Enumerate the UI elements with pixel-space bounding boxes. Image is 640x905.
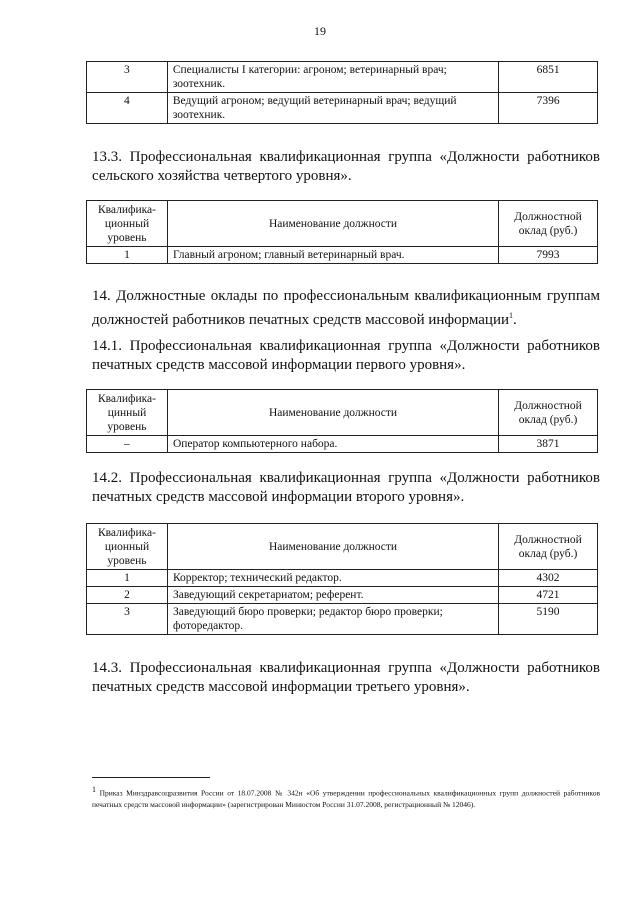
level-cell: 3 — [87, 62, 168, 93]
footnote — [92, 784, 600, 810]
table-row — [87, 247, 598, 264]
section-14-text: 14. Должностные оклады по профессиональным квалификационным группам должностей работников печатных средств массовой информации — [92, 288, 600, 328]
table-13-3 — [86, 200, 598, 264]
position-cell: Корректор; технический редактор. — [167, 570, 498, 587]
level-cell: 4 — [87, 93, 168, 124]
footnote-text: Приказ Минздравсоцразвития России от 18.07.2008 № 342н «Об утверждении профессиональных квалификационных групп должностей работников печатных средств массовой информации» (зарегистрирован Минюстом России 31.07.2008, регистрационный № 12046). — [92, 788, 600, 809]
section-14-1-heading: 14.1. Профессиональная квалификационная группа «Должности работников печатных средств массовой информации первого уровня». — [92, 338, 600, 373]
header-level: Квалифика-ционный уровень — [87, 524, 168, 570]
table-row — [87, 570, 598, 587]
salary-cell: 7993 — [499, 247, 598, 264]
level-cell: 1 — [87, 570, 168, 587]
header-salary: Должностной оклад (руб.) — [499, 201, 598, 247]
header-position: Наименование должности — [167, 201, 498, 247]
header-salary: Должностной оклад (руб.) — [499, 390, 598, 436]
position-cell: Главный агроном; главный ветеринарный врач. — [167, 247, 498, 264]
salary-cell: 5190 — [499, 604, 598, 635]
level-cell: 2 — [87, 587, 168, 604]
section-13-3-heading: 13.3. Профессиональная квалификационная группа «Должности работников сельского хозяйства четвертого уровня». — [92, 149, 600, 184]
salary-cell: 4302 — [499, 570, 598, 587]
salary-cell: 3871 — [499, 436, 598, 453]
level-cell: 3 — [87, 604, 168, 635]
section-14-2-heading: 14.2. Профессиональная квалификационная группа «Должности работников печатных средств массовой информации второго уровня». — [92, 470, 600, 505]
level-cell: – — [87, 436, 168, 453]
footnote-ref: 1 — [509, 311, 514, 320]
table-row — [87, 436, 598, 453]
table-row — [87, 587, 598, 604]
level-cell: 1 — [87, 247, 168, 264]
table-header-row — [87, 201, 598, 247]
header-level: Квалифика-ционный уровень — [87, 201, 168, 247]
salary-cell: 6851 — [499, 62, 598, 93]
header-level: Квалифика-цинный уровень — [87, 390, 168, 436]
table-header-row — [87, 524, 598, 570]
section-14-heading: 14. Должностные оклады по профессиональным квалификационным группам должностей работников печатных средств массовой информации$^1$. — [92, 288, 600, 328]
header-salary: Должностной оклад (руб.) — [499, 524, 598, 570]
header-position: Наименование должности — [167, 524, 498, 570]
page-number: 19 — [314, 24, 326, 38]
position-cell: Заведующий бюро проверки; редактор бюро проверки; фоторедактор. — [167, 604, 498, 635]
position-cell: Ведущий агроном; ведущий ветеринарный врач; ведущий зоотехник. — [167, 93, 498, 124]
footnote-mark: 1 — [92, 785, 96, 794]
position-cell: Заведующий секретариатом; референт. — [167, 587, 498, 604]
table-row — [87, 62, 598, 93]
table-header-row — [87, 390, 598, 436]
section-14-3-heading: 14.3. Профессиональная квалификационная группа «Должности работников печатных средств массовой информации третьего уровня». — [92, 660, 600, 695]
header-position: Наименование должности — [167, 390, 498, 436]
table-row — [87, 93, 598, 124]
position-cell: Специалисты I категории: агроном; ветеринарный врач; зоотехник. — [167, 62, 498, 93]
table-14-2 — [86, 523, 598, 635]
table-continuation — [86, 61, 598, 124]
salary-cell: 4721 — [499, 587, 598, 604]
footnote-divider — [92, 777, 210, 778]
table-row — [87, 604, 598, 635]
position-cell: Оператор компьютерного набора. — [167, 436, 498, 453]
table-14-1 — [86, 389, 598, 453]
salary-cell: 7396 — [499, 93, 598, 124]
